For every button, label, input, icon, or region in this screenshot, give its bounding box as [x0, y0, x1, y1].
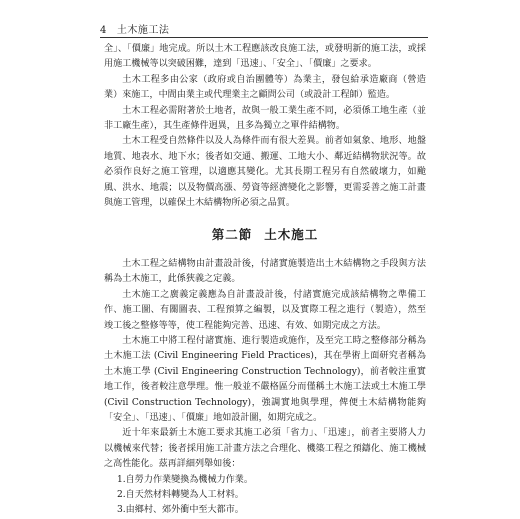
- section-title: 土木施工: [264, 227, 319, 243]
- paragraph: 近十年來最新土木施工要求其施工必須「省力」、「迅速」，前者主要將人力以機械來代替；後者採用施工計畫方法之合理化、機築工程之預鑄化、施工機械之高性能化。茲再詳細列舉如後：: [104, 428, 426, 470]
- page-body: [104, 42, 426, 519]
- paragraph: 土木施工中將工程付諸實施、進行製造或施作，及至完工時之整修部分稱為土木施工法 (Civil Engineering Field Practices)，其在學術上面研究者稱為土木施工學 (Civil Engineering Construction Technology)，前者較注重實地工作，後者較注意學理。惟一般並不嚴格區分而僅稱土木施工法或土木施工學 (Civil Construction Technology)，強調實地與學理，俾便土木結構物能夠「安全」、「迅速」、「價廉」地如設計圖，如期完成之。: [104, 335, 426, 423]
- list-item: 1.自勞力作業變換為機械力作業。: [117, 474, 253, 485]
- paragraph: 土木工程必需附著於土地者，故與一般工業生產不同，必須係工地生產（並非工廠生產），其生產條件迥異，且多為獨立之單件結構物。: [104, 105, 426, 132]
- numbered-list: [104, 473, 426, 519]
- running-title: 土木施工法: [116, 25, 170, 36]
- paragraph: 全」、「價廉」地完成。所以土木工程應該改良施工法，或發明新的施工法，或採用施工機械等以突破困難，達到「迅速」、「安全」、「價廉」之要求。: [104, 44, 426, 70]
- section-number: 第二節: [211, 227, 253, 243]
- paragraph: 土木工程多由公家（政府或自治團體等）為業主，發包給承造廠商（營造業）來施工，中間由業主或代理業主之顧問公司（或設計工程師）監造。: [104, 74, 426, 101]
- paragraph: 土木工程受自然條件以及人為條件而有很大差異。前者如氣象、地形、地盤地質、地表水、地下水；後者如交通、搬運、工地大小、鄰近結構物狀況等。故必須作良好之施工管理，以適應其變化。尤其長期工程另有自然破壞力，如颱風、洪水、地震；以及物價高漲、勞資等經濟變化之影響，更需妥善之施工計畫與施工管理，以確保土木結構物所必須之品質。: [104, 136, 426, 209]
- section-heading: [104, 227, 426, 242]
- list-item: 3.由鄉村、郊外衝中至大都市。: [117, 505, 244, 516]
- paragraph: 土木施工之廣義定義應為自計畫設計後，付諸實施完成該結構物之準備工作、施工圖、有關圖表、工程預算之編製，以及實際工程之進行（製造），然至竣工後之整修等等，使工程能夠完善、迅速、有效、如期完成之方法。: [104, 289, 426, 331]
- page-header: [100, 21, 169, 36]
- paragraph: 土木工程之結構物由計畫設計後，付諸實施製造出土木結構物之手段與方法稱為土木施工，此係狹義之定義。: [104, 258, 426, 285]
- header-rule: [100, 37, 428, 38]
- page-number: 4: [100, 25, 107, 36]
- list-item: 2.自天然材料轉變為人工材料。: [117, 489, 244, 500]
